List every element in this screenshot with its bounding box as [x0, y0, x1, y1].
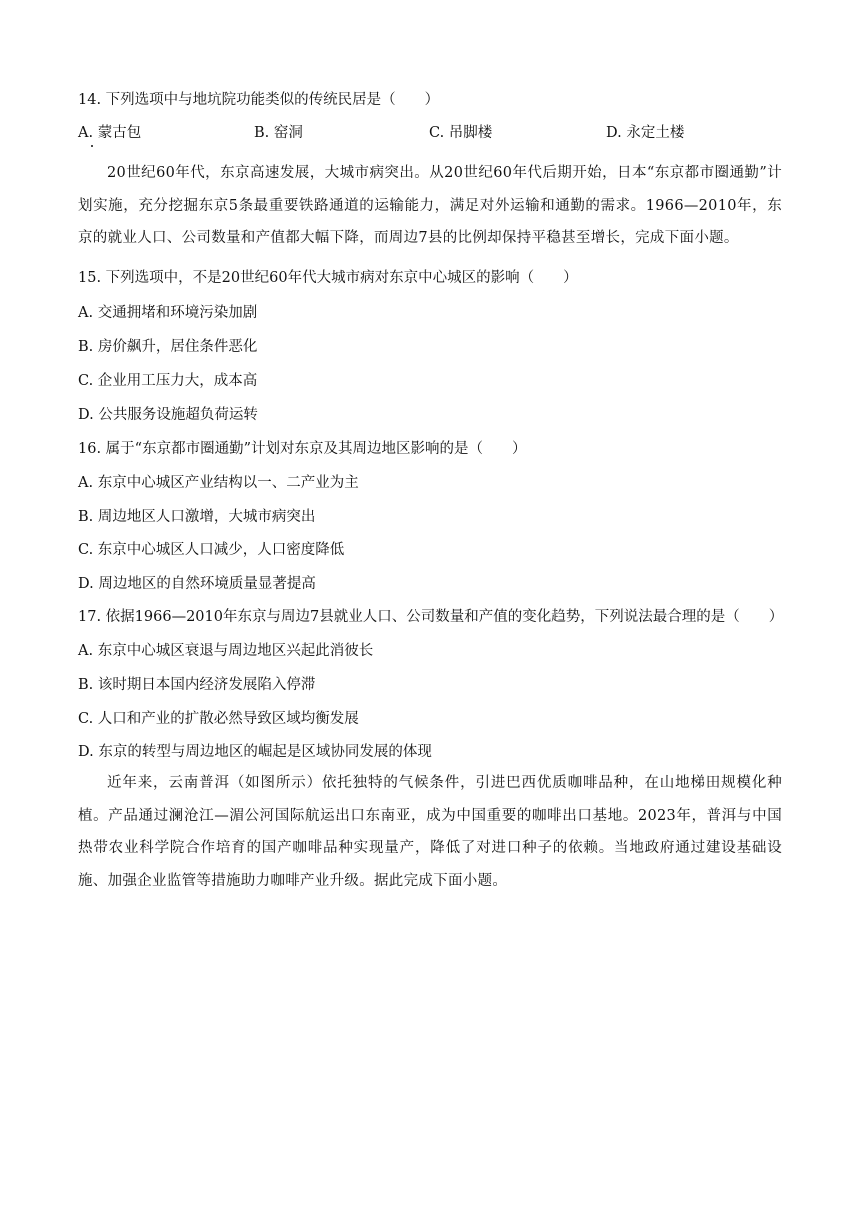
- question-14-stem: 14. 下列选项中与地坑院功能类似的传统民居是（ ）: [78, 92, 440, 108]
- q17-option-b: B. 该时期日本国内经济发展陷入停滞: [78, 677, 316, 693]
- question-15-stem: 15. 下列选项中，不是20世纪60年代大城市病对东京中心城区的影响（ ）: [78, 270, 578, 286]
- q16-option-a: A. 东京中心城区产业结构以一、二产业为主: [78, 475, 359, 491]
- q14-option-b: B. 窑洞: [254, 125, 303, 141]
- q15-option-a: A. 交通拥堵和环境污染加剧: [78, 305, 258, 321]
- q17-option-a: A. 东京中心城区衰退与周边地区兴起此消彼长: [78, 643, 374, 659]
- q16-option-d: D. 周边地区的自然环境质量显著提高: [78, 576, 316, 592]
- q14-option-a: A. 蒙古包: [78, 125, 142, 141]
- q17-option-c: C. 人口和产业的扩散必然导致区域均衡发展: [78, 711, 359, 727]
- q14-option-c: C. 吊脚楼: [429, 125, 493, 141]
- q15-option-c: C. 企业用工压力大，成本高: [78, 373, 258, 389]
- emphasis-dot: [91, 145, 93, 147]
- q15-option-d: D. 公共服务设施超负荷运转: [78, 407, 258, 423]
- question-14-options: [78, 121, 778, 141]
- passage-tokyo: 20世纪60年代，东京高速发展，大城市病突出。从20世纪60年代后期开始，日本“东京都市圈通勤”计划实施，充分挖掘东京5条最重要铁路通道的运输能力，满足对外运输和通勤的需求。1966—2010年，东京的就业人口、公司数量和产值都大幅下降，而周边7县的比例却保持平稳甚至增长，完成下面小题。: [78, 165, 782, 246]
- q15-option-b: B. 房价飙升，居住条件恶化: [78, 339, 258, 355]
- q16-option-b: B. 周边地区人口激增，大城市病突出: [78, 509, 316, 525]
- q16-option-c: C. 东京中心城区人口减少，人口密度降低: [78, 542, 345, 558]
- q17-option-d: D. 东京的转型与周边地区的崛起是区域协同发展的体现: [78, 744, 432, 760]
- question-17-stem: 17. 依据1966—2010年东京与周边7县就业人口、公司数量和产值的变化趋势，下列说法最合理的是（ ）: [78, 609, 784, 625]
- q14-option-d: D. 永定土楼: [606, 125, 685, 141]
- passage-puer-coffee: 近年来，云南普洱（如图所示）依托独特的气候条件，引进巴西优质咖啡品种，在山地梯田规模化种植。产品通过澜沧江—湄公河国际航运出口东南亚，成为中国重要的咖啡出口基地。2023年，普洱与中国热带农业科学院合作培育的国产咖啡品种实现量产，降低了对进口种子的依赖。当地政府通过建设基础设施、加强企业监管等措施助力咖啡产业升级。据此完成下面小题。: [78, 775, 782, 889]
- question-16-stem: 16. 属于“东京都市圈通勤”计划对东京及其周边地区影响的是（ ）: [78, 441, 527, 457]
